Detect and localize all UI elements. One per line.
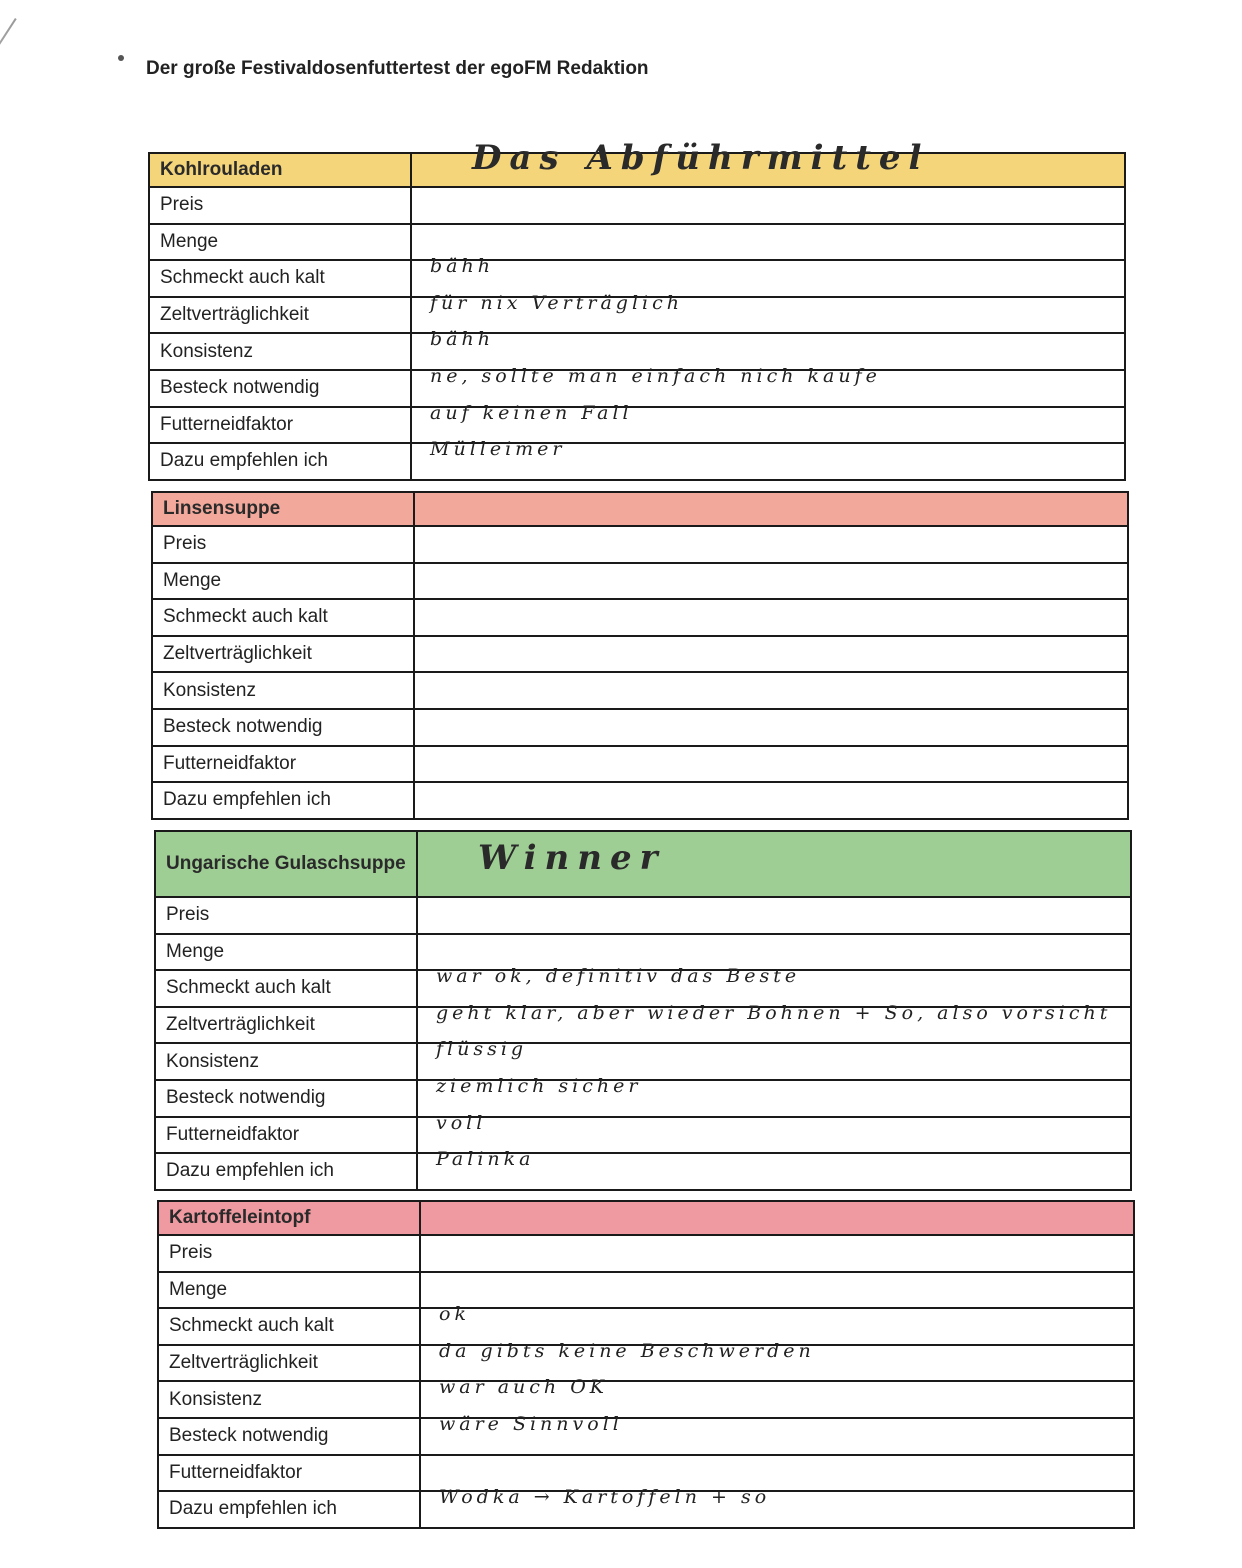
row-label: Preis bbox=[155, 897, 417, 934]
handwritten-answer: ok bbox=[439, 1303, 470, 1326]
answer-cell bbox=[420, 1486, 1134, 1528]
row-label: Menge bbox=[155, 934, 417, 971]
table-row bbox=[158, 1235, 1134, 1272]
food-name: Ungarische Gulaschsuppe bbox=[155, 831, 417, 897]
row-label: Preis bbox=[158, 1235, 420, 1272]
handwritten-answer: ne, sollte man einfach nich kaufe bbox=[430, 364, 881, 387]
row-label: Schmeckt auch kalt bbox=[155, 970, 417, 1007]
handwritten-answer: für nix Verträglich bbox=[430, 291, 684, 314]
table-row bbox=[152, 526, 1128, 563]
table-row bbox=[155, 1007, 1131, 1044]
answer-cell bbox=[411, 224, 1125, 261]
verdict-cell bbox=[414, 492, 1128, 526]
handwritten-answer: war auch OK bbox=[439, 1376, 608, 1399]
food-name: Kartoffeleintopf bbox=[158, 1201, 420, 1235]
pen-stroke-decoration bbox=[0, 18, 17, 212]
answer-cell bbox=[414, 746, 1128, 783]
answer-cell bbox=[414, 599, 1128, 636]
table-row bbox=[155, 1080, 1131, 1117]
table-row bbox=[158, 1491, 1134, 1528]
handwritten-answer: geht klar, aber wieder Bohnen + So, also vorsicht bbox=[436, 1001, 1112, 1024]
table-header-row bbox=[149, 153, 1125, 187]
handwritten-answer: ziemlich sicher bbox=[436, 1074, 642, 1097]
handwritten-answer: wäre Sinnvoll bbox=[439, 1412, 623, 1435]
answer-cell bbox=[414, 672, 1128, 709]
row-label: Schmeckt auch kalt bbox=[152, 599, 414, 636]
table-row bbox=[155, 1043, 1131, 1080]
table-row bbox=[152, 709, 1128, 746]
answer-cell bbox=[414, 636, 1128, 673]
row-label: Futterneidfaktor bbox=[155, 1117, 417, 1154]
document-title: Der große Festivaldosenfuttertest der egoFM Redaktion bbox=[146, 58, 649, 79]
answer-cell bbox=[411, 187, 1125, 224]
answer-cell bbox=[417, 1074, 1131, 1117]
row-label: Dazu empfehlen ich bbox=[155, 1153, 417, 1190]
table-row bbox=[158, 1272, 1134, 1309]
answer-cell bbox=[411, 438, 1125, 480]
food-name: Linsensuppe bbox=[152, 492, 414, 526]
table-kohlrouladen bbox=[148, 138, 1126, 481]
answer-cell bbox=[417, 1148, 1131, 1190]
row-label: Futterneidfaktor bbox=[158, 1455, 420, 1492]
row-label: Konsistenz bbox=[155, 1043, 417, 1080]
table-row bbox=[149, 407, 1125, 444]
answer-cell bbox=[414, 563, 1128, 600]
table-row bbox=[152, 672, 1128, 709]
handwritten-answer: bähh bbox=[430, 255, 494, 278]
handwritten-verdict: Winner bbox=[478, 838, 666, 878]
row-label: Menge bbox=[152, 563, 414, 600]
table-row bbox=[149, 443, 1125, 480]
food-name: Kohlrouladen bbox=[149, 153, 411, 187]
handwritten-answer: Wodka → Kartoffeln + so bbox=[439, 1486, 771, 1509]
table-row bbox=[155, 1117, 1131, 1154]
handwritten-answer: Mülleimer bbox=[430, 438, 566, 461]
row-label: Besteck notwendig bbox=[155, 1080, 417, 1117]
row-label: Preis bbox=[152, 526, 414, 563]
row-label: Schmeckt auch kalt bbox=[149, 260, 411, 297]
answer-cell bbox=[420, 1235, 1134, 1272]
handwritten-answer: flüssig bbox=[436, 1038, 528, 1061]
row-label: Dazu empfehlen ich bbox=[152, 782, 414, 819]
answer-cell bbox=[420, 1272, 1134, 1309]
row-label: Konsistenz bbox=[158, 1381, 420, 1418]
answer-cell bbox=[420, 1412, 1134, 1455]
row-label: Besteck notwendig bbox=[152, 709, 414, 746]
table-row bbox=[149, 297, 1125, 334]
row-label: Schmeckt auch kalt bbox=[158, 1308, 420, 1345]
row-label: Dazu empfehlen ich bbox=[158, 1491, 420, 1528]
answer-cell bbox=[411, 291, 1125, 334]
table-row bbox=[149, 370, 1125, 407]
table-kartoffeleintopf bbox=[157, 1200, 1135, 1529]
row-label: Dazu empfehlen ich bbox=[149, 443, 411, 480]
table-row bbox=[155, 1153, 1131, 1190]
handwritten-answer: da gibts keine Beschwerden bbox=[439, 1339, 815, 1362]
row-label: Besteck notwendig bbox=[149, 370, 411, 407]
row-label: Futterneidfaktor bbox=[152, 746, 414, 783]
verdict-cell bbox=[417, 831, 1131, 897]
handwritten-answer: auf keinen Fall bbox=[430, 401, 633, 424]
answer-cell bbox=[414, 709, 1128, 746]
handwritten-answer: war ok, definitiv das Beste bbox=[436, 965, 801, 988]
table-header-row bbox=[158, 1201, 1134, 1235]
row-label: Konsistenz bbox=[149, 333, 411, 370]
table-row bbox=[152, 563, 1128, 600]
handwritten-answer: Palinka bbox=[436, 1148, 535, 1171]
verdict-cell bbox=[420, 1201, 1134, 1235]
pen-mark-decoration bbox=[118, 55, 124, 61]
table-linsensuppe bbox=[151, 491, 1129, 820]
table-gulaschsuppe bbox=[154, 830, 1132, 1191]
answer-cell bbox=[417, 897, 1131, 934]
answer-cell bbox=[414, 782, 1128, 819]
row-label: Besteck notwendig bbox=[158, 1418, 420, 1455]
table-row bbox=[152, 636, 1128, 673]
row-label: Zeltverträglichkeit bbox=[152, 636, 414, 673]
table-row bbox=[149, 187, 1125, 224]
row-label: Menge bbox=[149, 224, 411, 261]
table-row bbox=[149, 224, 1125, 261]
table-row bbox=[158, 1418, 1134, 1455]
handwritten-verdict: Das Abführmittel bbox=[472, 138, 930, 178]
handwritten-answer: bähh bbox=[430, 328, 494, 351]
verdict-cell bbox=[411, 138, 1125, 187]
table-header-row bbox=[152, 492, 1128, 526]
table-row bbox=[152, 746, 1128, 783]
table-row bbox=[158, 1381, 1134, 1418]
row-label: Zeltverträglichkeit bbox=[149, 297, 411, 334]
row-label: Zeltverträglichkeit bbox=[155, 1007, 417, 1044]
answer-cell bbox=[414, 526, 1128, 563]
row-label: Preis bbox=[149, 187, 411, 224]
row-label: Konsistenz bbox=[152, 672, 414, 709]
table-row bbox=[152, 599, 1128, 636]
handwritten-answer: voll bbox=[436, 1111, 487, 1134]
table-row bbox=[158, 1345, 1134, 1382]
table-row bbox=[155, 897, 1131, 934]
table-row bbox=[152, 782, 1128, 819]
row-label: Zeltverträglichkeit bbox=[158, 1345, 420, 1382]
row-label: Futterneidfaktor bbox=[149, 407, 411, 444]
table-header-row bbox=[155, 831, 1131, 897]
row-label: Menge bbox=[158, 1272, 420, 1309]
